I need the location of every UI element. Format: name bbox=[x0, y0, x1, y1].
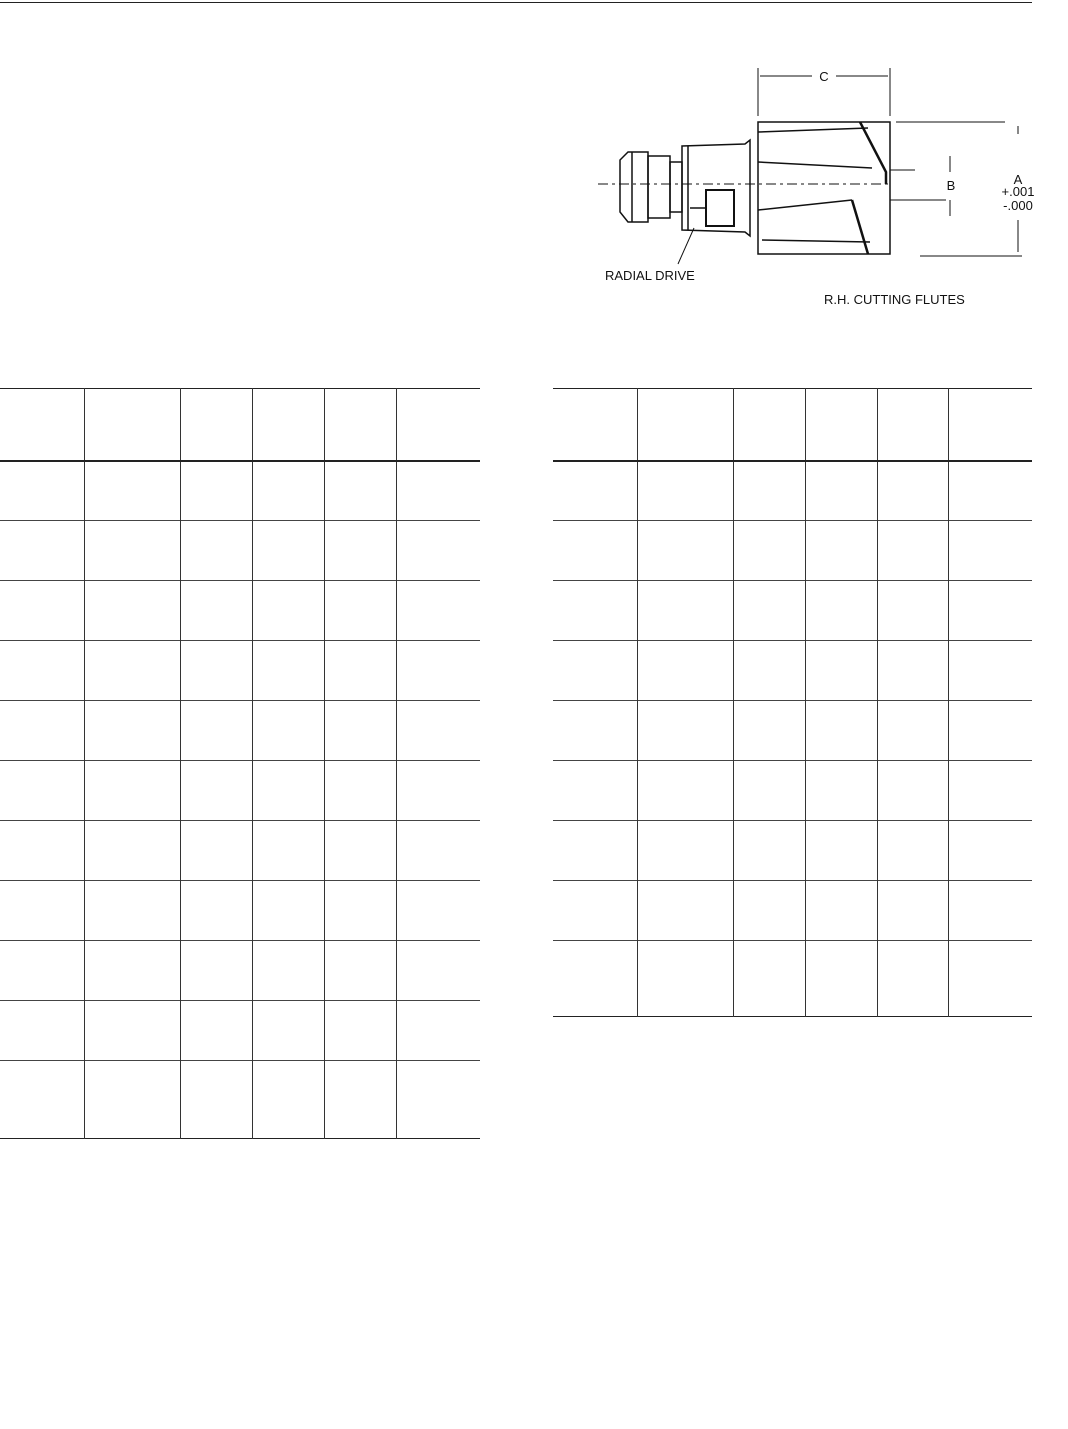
table-cell bbox=[0, 641, 84, 701]
table-cell bbox=[877, 521, 948, 581]
table-cell bbox=[396, 761, 480, 821]
table-cell bbox=[84, 461, 180, 521]
table-row bbox=[553, 881, 1032, 941]
table-cell bbox=[805, 761, 877, 821]
table-cell bbox=[0, 941, 84, 1001]
header-cell bbox=[180, 389, 252, 461]
table-cell bbox=[180, 701, 252, 761]
table-cell bbox=[877, 881, 948, 941]
table-cell bbox=[84, 1061, 180, 1139]
table-cell bbox=[324, 1061, 396, 1139]
table-row bbox=[553, 641, 1032, 701]
table-cell bbox=[805, 641, 877, 701]
table-cell bbox=[948, 461, 1032, 521]
dim-c-label: C bbox=[819, 69, 829, 84]
header-cell bbox=[324, 389, 396, 461]
table-cell bbox=[553, 641, 637, 701]
table-cell bbox=[324, 941, 396, 1001]
table-cell bbox=[252, 461, 324, 521]
header-cell bbox=[84, 389, 180, 461]
table-cell bbox=[733, 821, 805, 881]
table-cell bbox=[84, 521, 180, 581]
table-cell bbox=[0, 581, 84, 641]
header-cell bbox=[252, 389, 324, 461]
table-cell bbox=[252, 821, 324, 881]
table-cell bbox=[0, 1001, 84, 1061]
table-cell bbox=[637, 821, 733, 881]
table-cell bbox=[877, 941, 948, 1017]
header-cell bbox=[805, 389, 877, 461]
table-cell bbox=[637, 701, 733, 761]
table-cell bbox=[252, 581, 324, 641]
header-cell bbox=[637, 389, 733, 461]
table-row bbox=[553, 521, 1032, 581]
table-cell bbox=[84, 1001, 180, 1061]
table-row bbox=[553, 941, 1032, 1017]
table-cell bbox=[553, 761, 637, 821]
spec-table-right bbox=[553, 388, 1032, 1017]
table-cell bbox=[396, 521, 480, 581]
table-cell bbox=[805, 521, 877, 581]
table-cell bbox=[324, 461, 396, 521]
table-row bbox=[0, 941, 480, 1001]
table-cell bbox=[877, 641, 948, 701]
table-cell bbox=[324, 701, 396, 761]
table-row bbox=[0, 1001, 480, 1061]
table-cell bbox=[180, 1061, 252, 1139]
table-cell bbox=[948, 761, 1032, 821]
header-cell bbox=[0, 389, 84, 461]
table-cell bbox=[553, 701, 637, 761]
header-cell bbox=[396, 389, 480, 461]
table-cell bbox=[637, 881, 733, 941]
table-row bbox=[553, 821, 1032, 881]
table-cell bbox=[733, 461, 805, 521]
table-cell bbox=[553, 821, 637, 881]
table-cell bbox=[948, 821, 1032, 881]
table-cell bbox=[324, 761, 396, 821]
table-cell bbox=[0, 521, 84, 581]
table-cell bbox=[637, 521, 733, 581]
table-cell bbox=[396, 821, 480, 881]
table-row bbox=[0, 761, 480, 821]
table-cell bbox=[733, 941, 805, 1017]
table-cell bbox=[637, 581, 733, 641]
table-cell bbox=[805, 941, 877, 1017]
table-cell bbox=[948, 881, 1032, 941]
tolerance-minus: -.000 bbox=[1003, 198, 1033, 213]
table-header-row bbox=[0, 389, 480, 461]
table-cell bbox=[733, 761, 805, 821]
table-cell bbox=[637, 461, 733, 521]
table-cell bbox=[84, 941, 180, 1001]
table-cell bbox=[396, 881, 480, 941]
table-cell bbox=[324, 1001, 396, 1061]
tool-drawing bbox=[590, 60, 1040, 320]
table-cell bbox=[637, 941, 733, 1017]
dim-b-label: B bbox=[946, 178, 956, 193]
table-cell bbox=[396, 581, 480, 641]
table-cell bbox=[396, 1061, 480, 1139]
table-cell bbox=[396, 1001, 480, 1061]
table-cell bbox=[252, 941, 324, 1001]
table-cell bbox=[324, 881, 396, 941]
table-cell bbox=[180, 821, 252, 881]
table-cell bbox=[180, 1001, 252, 1061]
table-cell bbox=[396, 701, 480, 761]
table-cell bbox=[84, 761, 180, 821]
header-cell bbox=[553, 389, 637, 461]
table-cell bbox=[252, 1001, 324, 1061]
table-cell bbox=[396, 461, 480, 521]
table-cell bbox=[805, 881, 877, 941]
reamer-diagram bbox=[590, 60, 1040, 320]
table-cell bbox=[252, 761, 324, 821]
table-row bbox=[553, 581, 1032, 641]
table-cell bbox=[324, 641, 396, 701]
table-cell bbox=[948, 701, 1032, 761]
table-cell bbox=[180, 941, 252, 1001]
table-cell bbox=[805, 821, 877, 881]
table-cell bbox=[877, 581, 948, 641]
table-cell bbox=[180, 761, 252, 821]
table-row bbox=[0, 701, 480, 761]
dim-a-label: A bbox=[1013, 172, 1023, 187]
table-cell bbox=[553, 941, 637, 1017]
table-cell bbox=[0, 821, 84, 881]
table-cell bbox=[553, 881, 637, 941]
table-header-row bbox=[553, 389, 1032, 461]
table-cell bbox=[805, 461, 877, 521]
header-cell bbox=[948, 389, 1032, 461]
table-cell bbox=[396, 641, 480, 701]
table-cell bbox=[805, 581, 877, 641]
table-cell bbox=[553, 461, 637, 521]
table-cell bbox=[733, 701, 805, 761]
table-cell bbox=[84, 581, 180, 641]
cutting-flutes-label: R.H. CUTTING FLUTES bbox=[824, 292, 965, 307]
table-cell bbox=[637, 761, 733, 821]
table-cell bbox=[324, 581, 396, 641]
table-cell bbox=[948, 941, 1032, 1017]
table-cell bbox=[948, 521, 1032, 581]
spec-table-left bbox=[0, 388, 480, 1139]
table-cell bbox=[252, 881, 324, 941]
table-row bbox=[0, 461, 480, 521]
table-cell bbox=[733, 521, 805, 581]
table-cell bbox=[396, 941, 480, 1001]
table-cell bbox=[733, 581, 805, 641]
table-cell bbox=[252, 701, 324, 761]
table-cell bbox=[252, 521, 324, 581]
table-cell bbox=[84, 701, 180, 761]
table-row bbox=[0, 641, 480, 701]
header-cell bbox=[877, 389, 948, 461]
table-cell bbox=[0, 761, 84, 821]
table-cell bbox=[252, 641, 324, 701]
table-cell bbox=[180, 521, 252, 581]
table-cell bbox=[252, 1061, 324, 1139]
table-cell bbox=[877, 701, 948, 761]
table-cell bbox=[0, 461, 84, 521]
table-cell bbox=[324, 521, 396, 581]
table-row bbox=[0, 1061, 480, 1139]
table-cell bbox=[637, 641, 733, 701]
table-cell bbox=[877, 461, 948, 521]
table-cell bbox=[0, 881, 84, 941]
table-row bbox=[0, 881, 480, 941]
table-cell bbox=[948, 641, 1032, 701]
table-cell bbox=[553, 521, 637, 581]
table-cell bbox=[733, 641, 805, 701]
table-cell bbox=[180, 881, 252, 941]
table-cell bbox=[84, 881, 180, 941]
table-cell bbox=[180, 461, 252, 521]
table-cell bbox=[948, 581, 1032, 641]
table-cell bbox=[0, 1061, 84, 1139]
table-row bbox=[553, 461, 1032, 521]
table-row bbox=[0, 581, 480, 641]
table-cell bbox=[324, 821, 396, 881]
table-row bbox=[553, 701, 1032, 761]
tolerance-plus: +.001 bbox=[1001, 184, 1035, 199]
table-cell bbox=[0, 701, 84, 761]
table-cell bbox=[805, 701, 877, 761]
table-cell bbox=[84, 641, 180, 701]
table-cell bbox=[877, 761, 948, 821]
table-cell bbox=[553, 581, 637, 641]
header-cell bbox=[733, 389, 805, 461]
table-cell bbox=[180, 641, 252, 701]
table-row bbox=[0, 821, 480, 881]
radial-drive-label: RADIAL DRIVE bbox=[605, 268, 695, 283]
table-row bbox=[0, 521, 480, 581]
table-cell bbox=[180, 581, 252, 641]
table-cell bbox=[877, 821, 948, 881]
table-cell bbox=[733, 881, 805, 941]
page-top-rule bbox=[0, 2, 1032, 3]
table-row bbox=[553, 761, 1032, 821]
table-cell bbox=[84, 821, 180, 881]
